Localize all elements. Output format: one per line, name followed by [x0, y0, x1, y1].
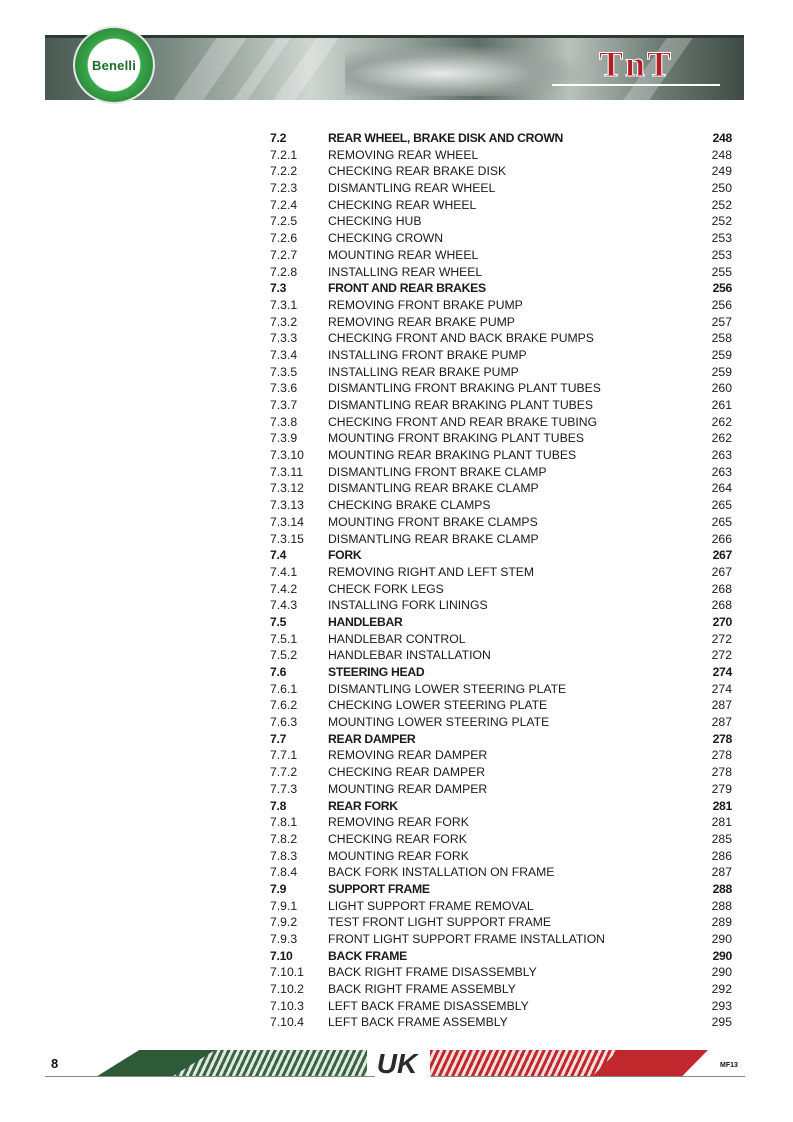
toc-entry-page: 258 — [711, 331, 732, 346]
toc-entry-row — [270, 380, 732, 397]
toc-entry-number: 7.10.2 — [270, 982, 304, 997]
toc-entry-page: 286 — [711, 848, 732, 863]
toc-entry-row — [270, 998, 732, 1015]
toc-section-row — [270, 664, 732, 681]
footer-rule-right — [430, 1076, 745, 1077]
toc-entry-row — [270, 197, 732, 214]
toc-entry-title: CHECKING REAR BRAKE DISK — [328, 164, 507, 179]
toc-section-row — [270, 881, 732, 898]
toc-entry-number: 7.10.1 — [270, 965, 304, 980]
toc-entry-title: FRONT LIGHT SUPPORT FRAME INSTALLATION — [328, 932, 605, 946]
toc-entry-row — [270, 697, 732, 714]
toc-entry-number: 7.9.3 — [270, 932, 298, 946]
toc-entry-page: 293 — [711, 998, 732, 1013]
toc-entry-page: 265 — [711, 498, 732, 513]
toc-entry-number: 7.3.12 — [270, 481, 304, 496]
toc-entry-title: REMOVING REAR FORK — [328, 815, 469, 830]
toc-entry-row — [270, 147, 732, 164]
toc-entry-page: 255 — [711, 264, 732, 279]
toc-section-row — [270, 130, 732, 147]
toc-entry-number: 7.5.1 — [270, 631, 298, 646]
toc-entry-number: 7.3.3 — [270, 331, 298, 346]
toc-entry-row — [270, 681, 732, 698]
toc-entry-page: 248 — [711, 147, 732, 162]
toc-entry-row — [270, 497, 732, 514]
toc-entry-page: 272 — [711, 648, 732, 663]
toc-entry-row — [270, 447, 732, 464]
toc-entry-page: 290 — [712, 948, 732, 963]
toc-entry-page: 252 — [711, 197, 732, 212]
toc-entry-number: 7.7.2 — [270, 765, 298, 780]
toc-entry-title: INSTALLING REAR BRAKE PUMP — [328, 364, 519, 379]
toc-entry-number: 7.3 — [270, 281, 287, 296]
model-logo: TnT — [598, 44, 674, 84]
toc-entry-title: FRONT AND REAR BRAKES — [328, 281, 486, 296]
toc-entry-row — [270, 430, 732, 447]
toc-entry-title: CHECKING REAR WHEEL — [328, 197, 477, 212]
toc-entry-title: INSTALLING REAR WHEEL — [328, 264, 483, 279]
toc-entry-page: 250 — [711, 181, 732, 196]
model-logo-underline — [552, 84, 720, 86]
toc-entry-row — [270, 213, 732, 230]
toc-entry-number: 7.8 — [270, 798, 287, 813]
toc-entry-number: 7.2.7 — [270, 247, 298, 262]
toc-entry-number: 7.6.2 — [270, 698, 298, 713]
toc-entry-row — [270, 247, 732, 264]
toc-entry-row — [270, 898, 732, 915]
toc-entry-title: BACK FORK INSTALLATION ON FRAME — [328, 865, 555, 880]
banner-streak — [173, 38, 246, 100]
toc-entry-title: CHECKING CROWN — [328, 231, 444, 246]
toc-entry-title: REMOVING REAR BRAKE PUMP — [328, 314, 515, 329]
toc-entry-row — [270, 531, 732, 548]
toc-entry-row — [270, 230, 732, 247]
toc-entry-row — [270, 631, 732, 648]
toc-entry-row — [270, 914, 732, 931]
toc-entry-page: 287 — [711, 715, 732, 730]
toc-entry-number: 7.2.4 — [270, 197, 298, 212]
toc-entry-number: 7.2.1 — [270, 147, 298, 162]
toc-section-row — [270, 614, 732, 631]
toc-entry-number: 7.8.4 — [270, 865, 298, 880]
toc-entry-number: 7.4 — [270, 548, 287, 563]
toc-entry-page: 289 — [711, 915, 732, 930]
toc-entry-title: REAR WHEEL, BRAKE DISK AND CROWN — [328, 131, 564, 145]
toc-entry-row — [270, 781, 732, 798]
toc-entry-title: BACK RIGHT FRAME ASSEMBLY — [328, 982, 516, 997]
toc-entry-row — [270, 347, 732, 364]
toc-entry-number: 7.3.14 — [270, 514, 304, 529]
page-number: 8 — [51, 1056, 59, 1071]
toc-entry-number: 7.2 — [270, 131, 287, 145]
toc-entry-title: BACK RIGHT FRAME DISASSEMBLY — [328, 965, 537, 980]
toc-entry-number: 7.3.7 — [270, 398, 298, 412]
toc-entry-title: FORK — [328, 548, 362, 563]
toc-entry-title: REAR DAMPER — [328, 731, 416, 746]
toc-entry-number: 7.3.8 — [270, 414, 298, 429]
toc-entry-number: 7.6 — [270, 665, 287, 679]
toc-entry-page: 278 — [712, 731, 732, 746]
toc-entry-title: CHECK FORK LEGS — [328, 581, 444, 596]
toc-entry-page: 256 — [711, 297, 732, 312]
benelli-logo — [73, 26, 155, 104]
toc-entry-page: 267 — [712, 548, 732, 563]
toc-entry-page: 259 — [711, 347, 732, 362]
toc-entry-number: 7.10.4 — [270, 1015, 304, 1030]
toc-section-row — [270, 731, 732, 748]
toc-entry-row — [270, 864, 732, 881]
toc-entry-number: 7.7.3 — [270, 781, 298, 796]
toc-entry-title: MOUNTING REAR FORK — [328, 848, 469, 863]
toc-entry-page: 265 — [711, 514, 732, 529]
toc-entry-title: MOUNTING REAR BRAKING PLANT TUBES — [328, 448, 577, 463]
toc-entry-page: 260 — [711, 381, 732, 396]
toc-entry-number: 7.10 — [270, 948, 293, 963]
toc-entry-page: 270 — [712, 614, 732, 629]
toc-entry-row — [270, 981, 732, 998]
toc-entry-title: LEFT BACK FRAME DISASSEMBLY — [328, 998, 529, 1013]
toc-entry-number: 7.3.4 — [270, 347, 298, 362]
toc-entry-title: DISMANTLING FRONT BRAKE CLAMP — [328, 464, 547, 479]
toc-entry-page: 249 — [711, 164, 732, 179]
table-of-contents — [270, 130, 732, 1031]
toc-section-row — [270, 280, 732, 297]
toc-entry-title: MOUNTING REAR WHEEL — [328, 247, 479, 262]
toc-entry-title: MOUNTING LOWER STEERING PLATE — [328, 715, 550, 730]
toc-entry-page: 257 — [711, 314, 732, 329]
toc-entry-title: REMOVING REAR WHEEL — [328, 147, 479, 162]
toc-entry-title: LEFT BACK FRAME ASSEMBLY — [328, 1015, 508, 1030]
toc-section-row — [270, 948, 732, 965]
toc-entry-row — [270, 647, 732, 664]
toc-entry-page: 290 — [711, 932, 732, 946]
toc-entry-page: 278 — [711, 748, 732, 763]
toc-entry-title: BACK FRAME — [328, 948, 407, 963]
toc-entry-number: 7.3.1 — [270, 297, 298, 312]
toc-entry-page: 274 — [712, 665, 732, 679]
toc-entry-title: CHECKING LOWER STEERING PLATE — [328, 698, 548, 713]
toc-entry-number: 7.7 — [270, 731, 287, 746]
toc-entry-page: 256 — [712, 281, 732, 296]
toc-entry-number: 7.3.11 — [270, 464, 303, 479]
toc-entry-number: 7.9 — [270, 881, 287, 896]
toc-entry-row — [270, 564, 732, 581]
toc-entry-title: DISMANTLING REAR BRAKE CLAMP — [328, 531, 539, 546]
toc-entry-title: REMOVING RIGHT AND LEFT STEM — [328, 564, 535, 579]
toc-entry-number: 7.9.2 — [270, 915, 298, 930]
toc-entry-title: CHECKING FRONT AND REAR BRAKE TUBING — [328, 414, 598, 429]
toc-entry-row — [270, 297, 732, 314]
toc-entry-title: REMOVING FRONT BRAKE PUMP — [328, 297, 523, 312]
toc-entry-row — [270, 814, 732, 831]
toc-entry-number: 7.5.2 — [270, 648, 298, 663]
toc-entry-page: 263 — [711, 464, 732, 479]
toc-entry-title: MOUNTING FRONT BRAKING PLANT TUBES — [328, 431, 584, 446]
toc-entry-row — [270, 831, 732, 848]
toc-entry-number: 7.2.8 — [270, 264, 298, 279]
toc-entry-row — [270, 397, 732, 414]
toc-entry-page: 248 — [712, 131, 732, 145]
toc-entry-row — [270, 163, 732, 180]
toc-entry-row — [270, 764, 732, 781]
toc-entry-row — [270, 964, 732, 981]
toc-entry-title: MOUNTING REAR DAMPER — [328, 781, 488, 796]
toc-entry-page: 272 — [711, 631, 732, 646]
toc-entry-title: SUPPORT FRAME — [328, 881, 430, 896]
toc-entry-row — [270, 414, 732, 431]
toc-entry-number: 7.4.1 — [270, 564, 298, 579]
toc-entry-title: CHECKING REAR DAMPER — [328, 765, 486, 780]
toc-entry-title: TEST FRONT LIGHT SUPPORT FRAME — [328, 915, 552, 930]
toc-entry-page: 253 — [711, 231, 732, 246]
toc-entry-page: 279 — [711, 781, 732, 796]
toc-entry-number: 7.3.2 — [270, 314, 298, 329]
toc-entry-row — [270, 180, 732, 197]
toc-entry-title: DISMANTLING LOWER STEERING PLATE — [328, 681, 567, 696]
toc-entry-row — [270, 264, 732, 281]
toc-section-row — [270, 798, 732, 815]
motorcycle-image — [345, 46, 585, 96]
toc-section-row — [270, 547, 732, 564]
toc-entry-page: 268 — [711, 581, 732, 596]
toc-entry-number: 7.3.5 — [270, 364, 298, 379]
toc-entry-number: 7.8.2 — [270, 831, 298, 846]
toc-entry-number: 7.2.3 — [270, 181, 298, 196]
toc-entry-page: 263 — [711, 448, 732, 463]
logo-text: Benelli — [89, 57, 139, 74]
toc-entry-number: 7.5 — [270, 614, 287, 629]
footer-rule-left — [45, 1076, 375, 1077]
toc-entry-number: 7.4.2 — [270, 581, 298, 596]
toc-entry-page: 295 — [711, 1015, 732, 1030]
toc-entry-page: 281 — [712, 798, 732, 813]
toc-entry-title: INSTALLING FRONT BRAKE PUMP — [328, 347, 527, 362]
toc-entry-page: 253 — [711, 247, 732, 262]
toc-entry-page: 262 — [711, 431, 732, 446]
language-label: UK — [376, 1048, 418, 1079]
toc-entry-number: 7.9.1 — [270, 898, 298, 913]
toc-entry-row — [270, 597, 732, 614]
toc-entry-title: REAR FORK — [328, 798, 398, 813]
toc-entry-title: INSTALLING FORK LININGS — [328, 598, 488, 613]
toc-entry-row — [270, 314, 732, 331]
toc-entry-page: 292 — [711, 982, 732, 997]
toc-entry-title: DISMANTLING REAR BRAKE CLAMP — [328, 481, 539, 496]
toc-entry-page: 285 — [711, 831, 732, 846]
toc-entry-title: CHECKING REAR FORK — [328, 831, 467, 846]
toc-entry-page: 288 — [711, 898, 732, 913]
toc-entry-page: 281 — [711, 815, 732, 830]
toc-entry-number: 7.3.15 — [270, 531, 304, 546]
toc-entry-title: HANDLEBAR INSTALLATION — [328, 648, 491, 663]
document-code: MF13 — [720, 1062, 738, 1069]
toc-entry-number: 7.7.1 — [270, 748, 298, 763]
toc-entry-page: 278 — [711, 765, 732, 780]
toc-entry-page: 252 — [711, 214, 732, 229]
toc-entry-page: 268 — [711, 598, 732, 613]
toc-entry-row — [270, 848, 732, 865]
toc-entry-title: DISMANTLING REAR BRAKING PLANT TUBES — [328, 398, 594, 412]
toc-entry-page: 287 — [711, 865, 732, 880]
toc-entry-number: 7.8.1 — [270, 815, 298, 830]
toc-entry-number: 7.10.3 — [270, 998, 304, 1013]
toc-entry-number: 7.6.3 — [270, 715, 298, 730]
toc-entry-number: 7.4.3 — [270, 598, 298, 613]
toc-entry-row — [270, 480, 732, 497]
toc-entry-row — [270, 581, 732, 598]
toc-entry-page: 262 — [711, 414, 732, 429]
toc-entry-title: LIGHT SUPPORT FRAME REMOVAL — [328, 898, 534, 913]
toc-entry-number: 7.3.9 — [270, 431, 298, 446]
toc-entry-title: CHECKING FRONT AND BACK BRAKE PUMPS — [328, 331, 594, 346]
toc-entry-number: 7.2.5 — [270, 214, 298, 229]
toc-entry-title: HANDLEBAR — [328, 614, 403, 629]
toc-entry-title: MOUNTING FRONT BRAKE CLAMPS — [328, 514, 538, 529]
toc-entry-title: CHECKING BRAKE CLAMPS — [328, 498, 491, 513]
toc-entry-number: 7.3.10 — [270, 448, 304, 463]
toc-entry-title: CHECKING HUB — [328, 214, 422, 229]
toc-entry-page: 266 — [711, 531, 732, 546]
toc-entry-page: 290 — [711, 965, 732, 980]
toc-entry-row — [270, 931, 732, 948]
toc-entry-row — [270, 714, 732, 731]
toc-entry-title: REMOVING REAR DAMPER — [328, 748, 488, 763]
toc-entry-number: 7.3.13 — [270, 498, 304, 513]
toc-entry-page: 259 — [711, 364, 732, 379]
toc-entry-row — [270, 364, 732, 381]
toc-entry-title: DISMANTLING REAR WHEEL — [328, 181, 496, 196]
toc-entry-number: 7.3.6 — [270, 381, 298, 396]
toc-entry-title: STEERING HEAD — [328, 665, 425, 679]
toc-entry-title: DISMANTLING FRONT BRAKING PLANT TUBES — [328, 381, 601, 396]
toc-entry-row — [270, 464, 732, 481]
toc-entry-row — [270, 514, 732, 531]
toc-entry-row — [270, 747, 732, 764]
toc-entry-number: 7.6.1 — [270, 681, 298, 696]
toc-entry-page: 261 — [711, 398, 732, 412]
toc-entry-page: 267 — [711, 564, 732, 579]
toc-entry-number: 7.8.3 — [270, 848, 298, 863]
toc-entry-page: 287 — [711, 698, 732, 713]
toc-entry-row — [270, 330, 732, 347]
toc-entry-page: 264 — [711, 481, 732, 496]
toc-entry-title: HANDLEBAR CONTROL — [328, 631, 466, 646]
toc-entry-number: 7.2.6 — [270, 231, 298, 246]
toc-entry-page: 274 — [711, 681, 732, 696]
toc-entry-number: 7.2.2 — [270, 164, 298, 179]
toc-entry-page: 288 — [712, 881, 732, 896]
toc-entry-row — [270, 1014, 732, 1031]
